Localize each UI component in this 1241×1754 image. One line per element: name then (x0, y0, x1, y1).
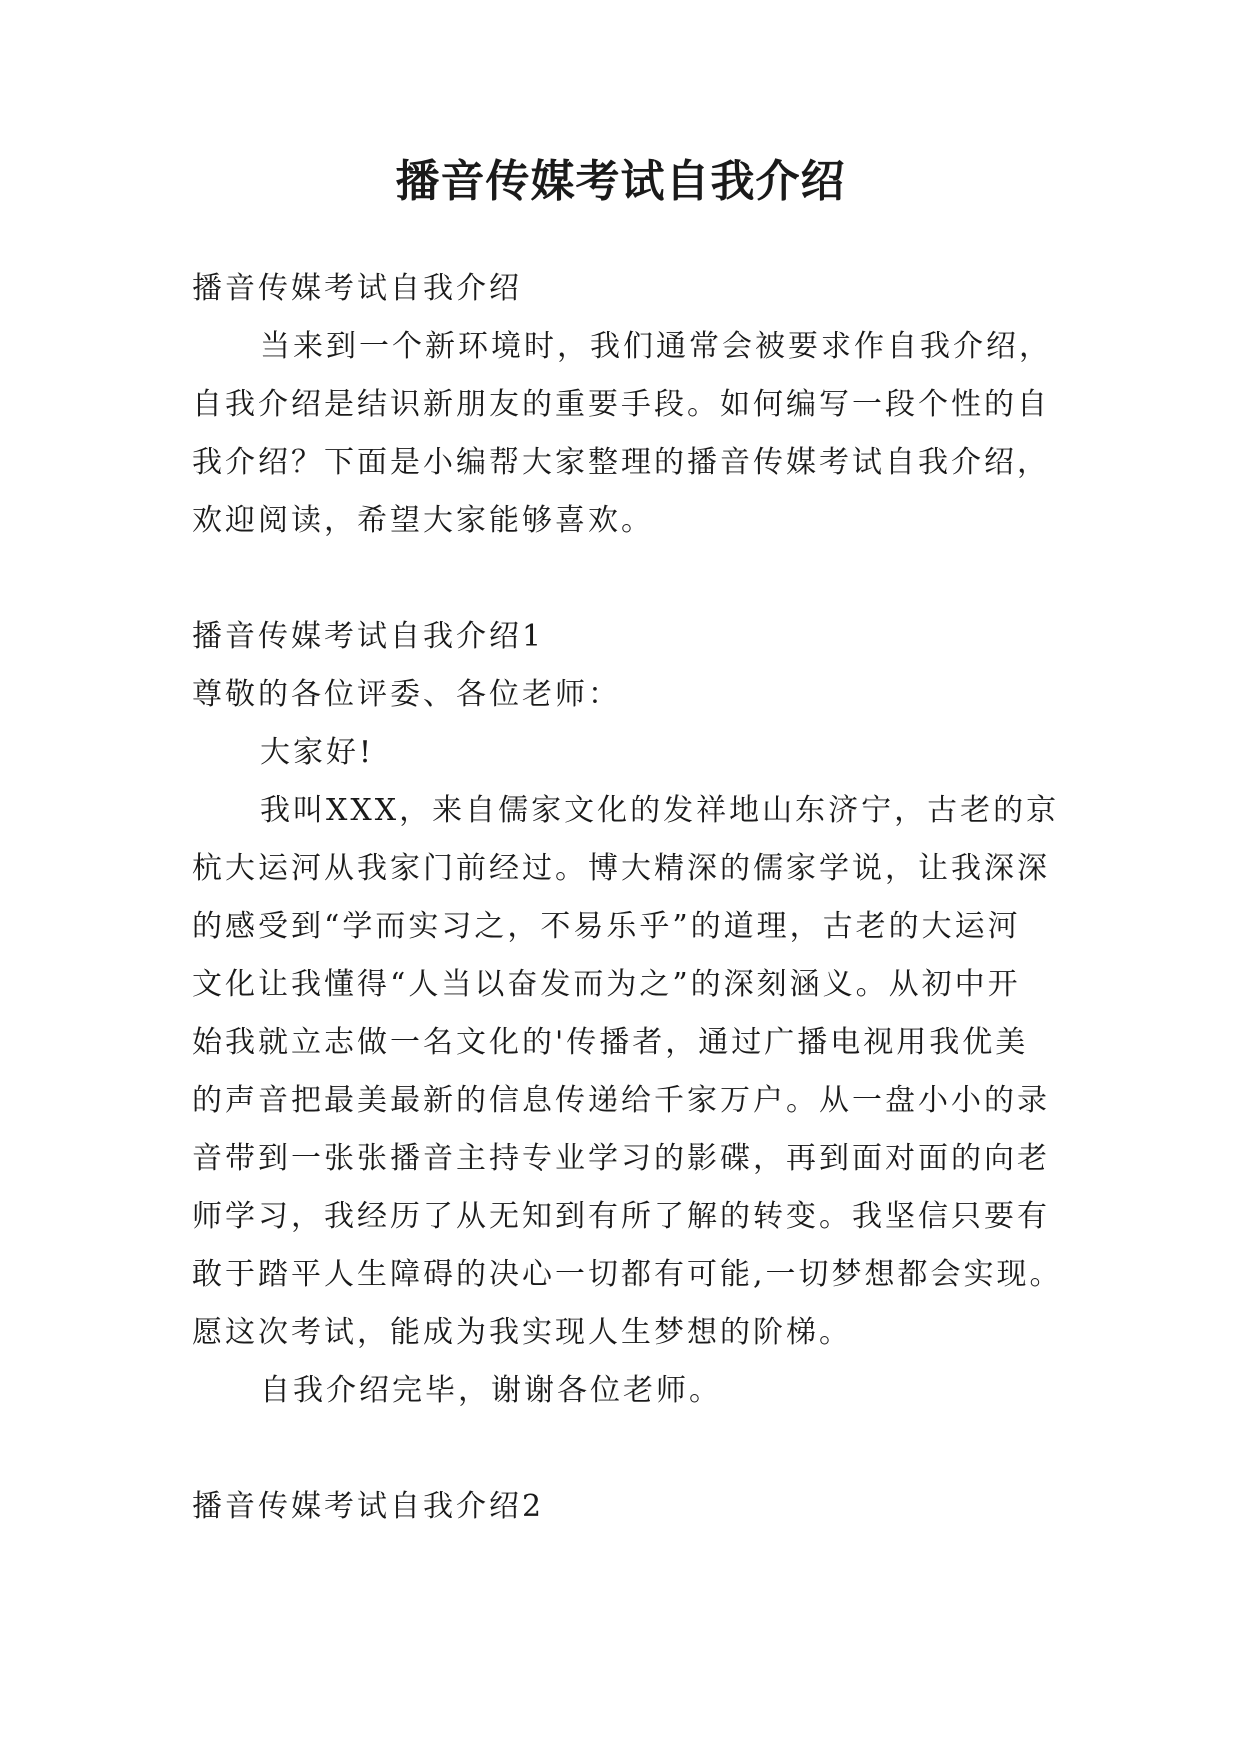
section1-paragraph-line: 杭大运河从我家门前经过。博大精深的儒家学说，让我深深 (192, 851, 1050, 886)
section1-paragraph-line: 敢于踏平人生障碍的决心一切都有可能,一切梦想都会实现。 (192, 1257, 1063, 1292)
intro-line: 我介绍？下面是小编帮大家整理的播音传媒考试自我介绍， (192, 445, 1050, 480)
section1-greeting: 大家好! (260, 735, 375, 770)
section-spacer (192, 1420, 1072, 1478)
section1-paragraph-line: 音带到一张张播音主持专业学习的影碟，再到面对面的向老 (192, 1141, 1050, 1176)
section2-heading: 播音传媒考试自我介绍2 (192, 1489, 545, 1524)
intro-line: 欢迎阅读，希望大家能够喜欢。 (192, 503, 654, 538)
intro-heading: 播音传媒考试自我介绍 (192, 271, 522, 306)
section-spacer (192, 550, 1072, 608)
section1-paragraph-line: 文化让我懂得“人当以奋发而为之”的深刻涵义。从初中开 (192, 967, 1021, 1002)
section1-paragraph-line: 始我就立志做一名文化的'传播者，通过广播电视用我优美 (192, 1025, 1029, 1060)
section1-paragraph-line: 的声音把最美最新的信息传递给千家万户。从一盘小小的录 (192, 1083, 1050, 1118)
section1-heading: 播音传媒考试自我介绍1 (192, 619, 545, 654)
section1-paragraph-line: 师学习，我经历了从无知到有所了解的转变。我坚信只要有 (192, 1199, 1050, 1234)
section1-closing: 自我介绍完毕，谢谢各位老师。 (260, 1373, 722, 1408)
document-title: 播音传媒考试自我介绍 (395, 156, 846, 207)
section1-salutation: 尊敬的各位评委、各位老师： (192, 677, 621, 712)
intro-line: 自我介绍是结识新朋友的重要手段。如何编写一段个性的自 (192, 387, 1050, 422)
intro-line: 当来到一个新环境时，我们通常会被要求作自我介绍， (260, 329, 1052, 364)
document-body (192, 260, 1072, 1536)
section1-paragraph-line: 的感受到“学而实习之，不易乐乎”的道理，古老的大运河 (192, 909, 1021, 944)
section1-paragraph-line: 愿这次考试，能成为我实现人生梦想的阶梯。 (192, 1315, 852, 1350)
section1-paragraph-line: 我叫XXX，来自儒家文化的发祥地山东济宁，古老的京 (260, 793, 1060, 828)
